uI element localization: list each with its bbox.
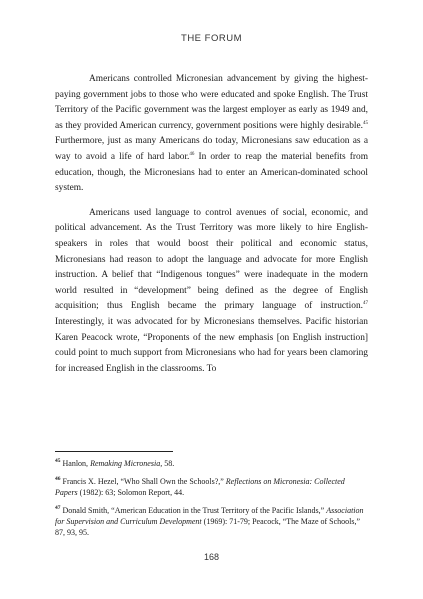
body-text — [55, 72, 368, 386]
running-header: THE FORUM — [181, 33, 242, 44]
page-number: 168 — [203, 552, 220, 562]
paragraph: Americans controlled Micronesian advancement by giving the highest-paying government jobs to those who were educated and spoke English. The Trust Territory of the Pacific government was the largest employer as early as 1949 and, as they provided American currency, government positions were highly desirable.$^{45}$ Furthermore, just as many Americans do today, Micronesians saw education as a way to avoid a life of hard labor.$^{46}$ In order to reap the material benefits from education, though, the Micronesians had to enter an American-dominated school system. — [55, 74, 368, 194]
footnote-ref[interactable]: 46 — [189, 151, 195, 157]
footnotes — [55, 458, 368, 545]
footnote-ref[interactable]: 45 — [363, 120, 368, 126]
footnote-divider — [55, 451, 173, 452]
footnote: $^{47}$ Donald Smith, “American Education in the Trust Territory of the Pacific Islands,” Association for Supervision and Curriculum Development (1969): 71-79; Peacock, “The Maze of Schools,” 87, 93, 95. — [55, 505, 364, 537]
paragraph: Americans used language to control avenues of social, economic, and political advancement. As the Trust Territory was more likely to hire English-speakers in roles that would boost their political and economic status, Micronesians had reason to adopt the language and advocate for more English instruction. A belief that “Indigenous tongues” were inadequate in the modern world resulted in “development” being defined as the degree of English acquisition; thus English became the primary language of instruction.$^{47}$ Interestingly, it was advocated for by Micronesians themselves. Pacific historian Karen Peacock wrote, “Proponents of the new emphasis [on English instruction] could point to much support from Micronesians who had for years been clamoring for increased English in the classrooms. To — [55, 207, 368, 374]
footnote: $^{46}$ Francis X. Hezel, “Who Shall Own the Schools?,” Reflections on Micronesia: Collected Papers (1982): 63; Solomon Report, 44. — [55, 476, 345, 497]
footnote: $^{45}$ Hanlon, Remaking Micronesia, 58. — [55, 458, 175, 468]
footnote-ref[interactable]: 47 — [363, 301, 368, 307]
